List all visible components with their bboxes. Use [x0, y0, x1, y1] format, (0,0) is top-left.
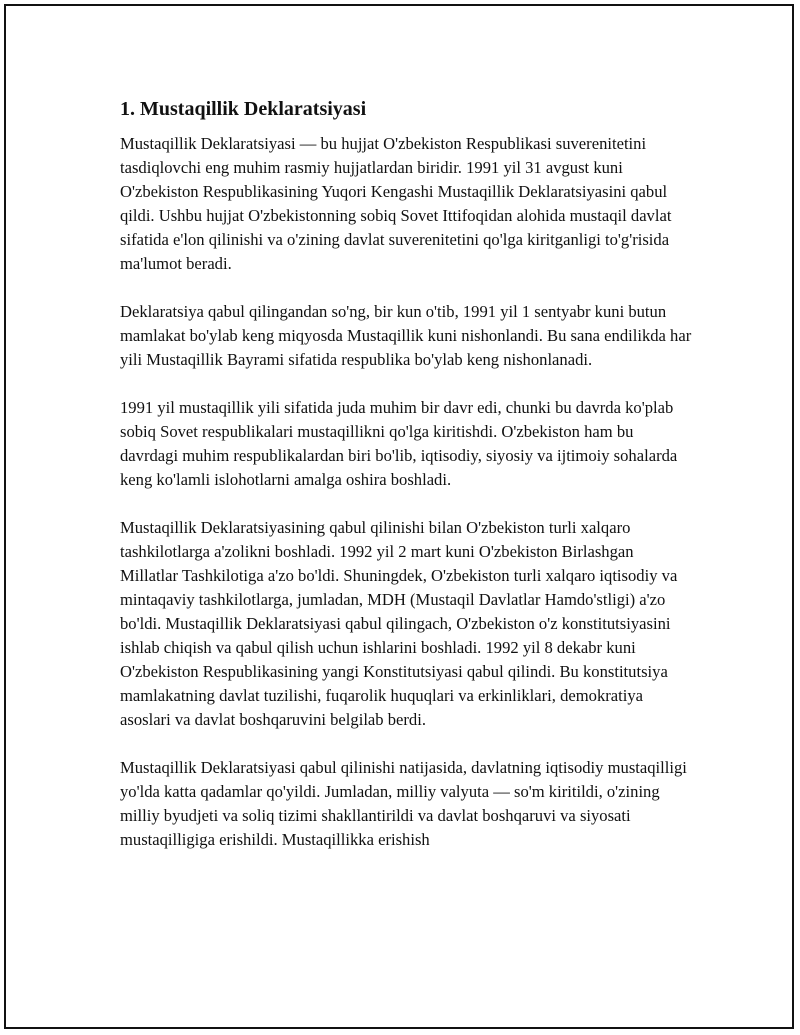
paragraph-3: 1991 yil mustaqillik yili sifatida juda muhim bir davr edi, chunki bu davrda ko'plab sobiq Sovet respublikalari mustaqillikni qo'lga kiritishdi. O'zbekiston ham bu davrdagi muhim respublikalardan biri bo'lib, iqtisodiy, siyosiy va ijtimoiy sohalarda keng ko'lamli islohotlarni amalga oshira boshladi.	[120, 398, 678, 489]
paragraph-4: Mustaqillik Deklaratsiyasining qabul qilinishi bilan O'zbekiston turli xalqaro tashkilotlarga a'zolikni boshladi. 1992 yil 2 mart kuni O'zbekiston Birlashgan Millatlar Tashkilotiga a'zo bo'ldi. Shuningdek, O'zbekiston turli xalqaro iqtisodiy va mintaqaviy tashkilotlarga, jumladan, MDH (Mustaqil Davlatlar Hamdo'stligi) a'zo bo'ldi. Mustaqillik Deklaratsiyasi qabul qilingach, O'zbekiston o'z konstitutsiyasini ishlab chiqish va qabul qilish uchun ishlarini boshladi. 1992 yil 8 dekabr kuni O'zbekiston Respublikasining yangi Konstitutsiyasi qabul qilindi. Bu konstitutsiya mamlakatning davlat tuzilishi, fuqarolik huquqlari va erkinliklari, demokratiya asoslari va davlat boshqaruvini belgilab berdi.	[120, 518, 678, 729]
page-frame	[4, 4, 794, 1029]
paragraph-5: Mustaqillik Deklaratsiyasi qabul qilinishi natijasida, davlatning iqtisodiy mustaqilligi yo'lda katta qadamlar qo'yildi. Jumladan, milliy valyuta — so'm kiritildi, o'zining milliy byudjeti va soliq tizimi shakllantirildi va davlat boshqaruvi va siyosati mustaqilligiga erishildi. Mustaqillikka erishish	[120, 758, 687, 849]
paragraph-1: Mustaqillik Deklaratsiyasi — bu hujjat O'zbekiston Respublikasi suverenitetini tasdiqlovchi eng muhim rasmiy hujjatlardan biridir. 1991 yil 31 avgust kuni O'zbekiston Respublikasining Yuqori Kengashi Mustaqillik Deklaratsiyasini qabul qildi. Ushbu hujjat O'zbekistonning sobiq Sovet Ittifoqidan alohida mustaqil davlat sifatida e'lon qilinishi va o'zining davlat suverenitetini qo'lga kiritganligi to'g'risida ma'lumot beradi.	[120, 134, 672, 273]
document-body	[120, 96, 695, 876]
section-heading: 1. Mustaqillik Deklaratsiyasi	[120, 98, 367, 120]
paragraph-2: Deklaratsiya qabul qilingandan so'ng, bir kun o'tib, 1991 yil 1 sentyabr kuni butun mamlakat bo'ylab keng miqyosda Mustaqillik kuni nishonlandi. Bu sana endilikda har yili Mustaqillik Bayrami sifatida respublika bo'ylab keng nishonlanadi.	[120, 302, 692, 369]
